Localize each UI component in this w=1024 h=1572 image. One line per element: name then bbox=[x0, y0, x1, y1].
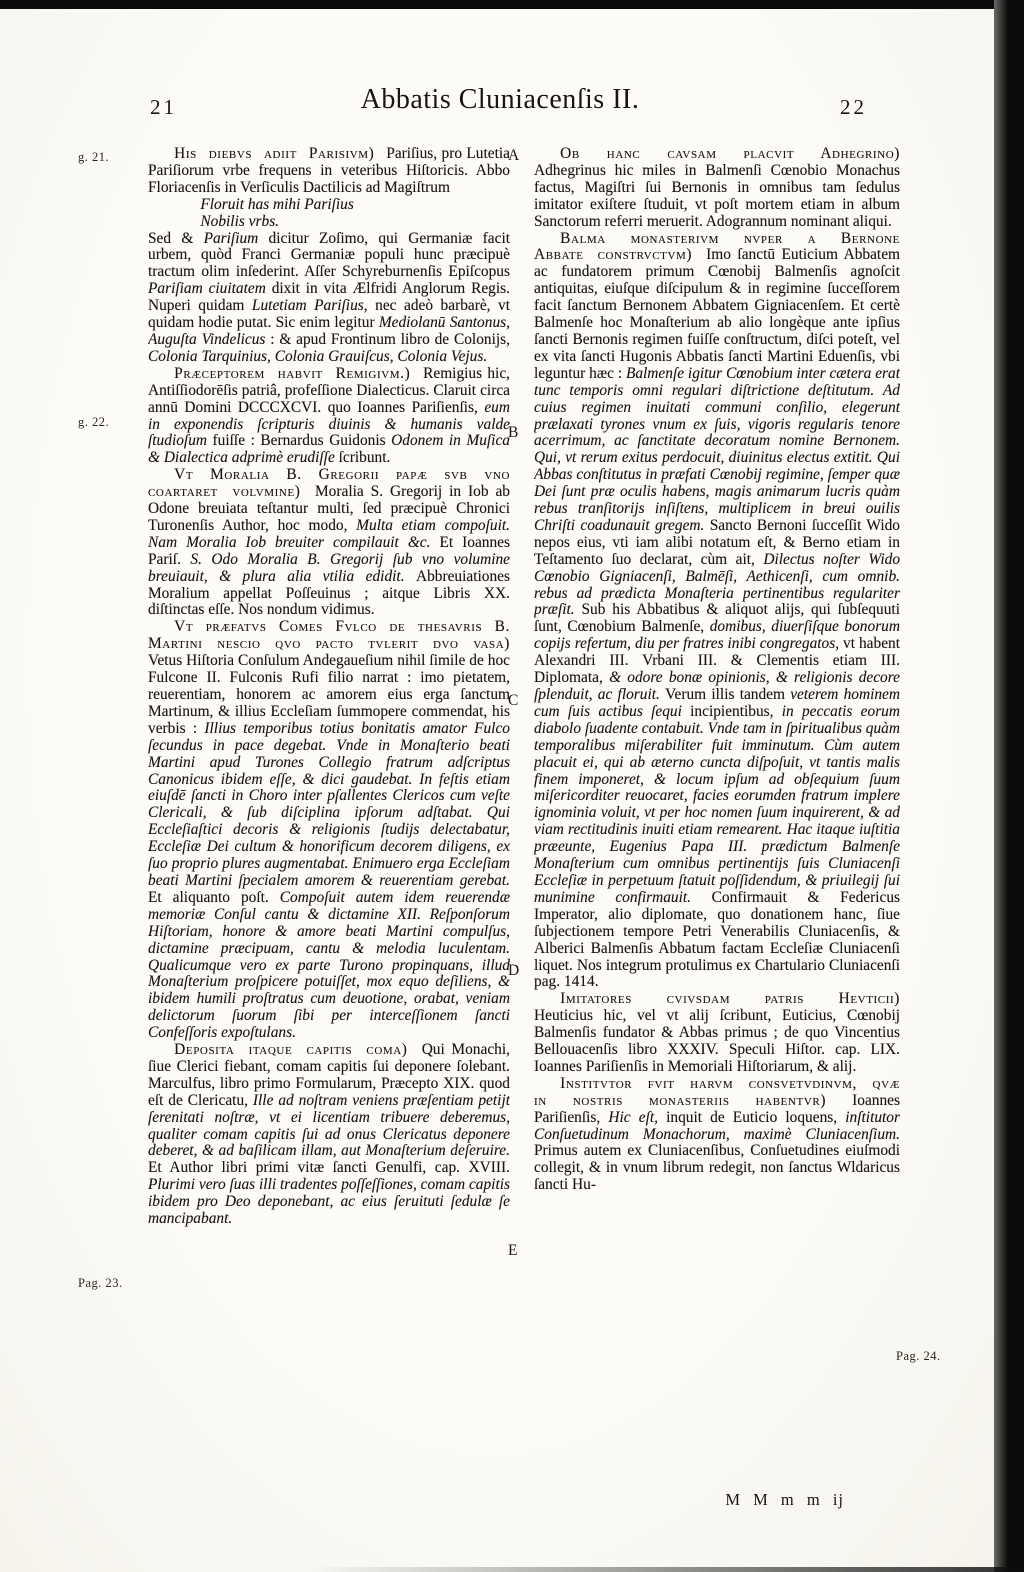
text-run: Moralia S. Gregorij in Iob ab Odone breuiata teſtantur multi, ſed præcipuè Chronici Turonenſis Author, hoc modo, bbox=[148, 483, 510, 534]
margin-page-reference: Pag. 23. bbox=[78, 1276, 123, 1290]
quoted-italic: Compoſuit autem idem reuerendæ memoriæ Conſul cantu & dictamine XII. Reſponſorum Hiſtoriam, honore & amore beati Martini compulſus, dictamine præcipuam, cantu & melodia luculentam. Qualicumque vero ex parte Turono propinquans, illud Monaſterium proſpicere potuiſſet, mox equo deſiliens, & ibidem humili proſtratus cum deuotione, orabat, veniam delictorum ſuorum ſibi per interceſſionem ſancti Confeſſoris expoſtulans. bbox=[148, 888, 510, 1042]
lemma-smallcaps: Præceptorem habvit Remigivm.) bbox=[174, 364, 424, 382]
paragraph bbox=[534, 146, 900, 231]
section-letter-C: C bbox=[508, 692, 519, 709]
text-run: Sancto Bernoni ſucceſſit Wido nepos eius, vti iam alibi notatum eſt, & Berno etiam in Teſtamento ſuo declarat, cùm ait, bbox=[534, 516, 900, 568]
paragraph bbox=[534, 1076, 900, 1194]
quoted-italic: Ille ad noſtram veniens præſentiam petijt ſerenitati noſtræ, vt ei licentiam tribuere deberemus, qualiter comam capitis ſui ad onus Clericatus deponere deberet, & ad baſilicam illam, aut Monaſterium deſeruire. bbox=[148, 1091, 510, 1160]
text-run: incipientibus, bbox=[690, 702, 782, 720]
quoted-italic: & odore bonæ opinionis, & religionis decore ſplenduit, ac floruit. bbox=[534, 669, 900, 703]
text-column-left bbox=[148, 146, 510, 1538]
quoted-italic: veterem hominem cum ſuis actibus ſequi bbox=[534, 686, 900, 720]
text-run: Imo ſanctū Euticium Abbatem ac fundatorem primum Cœnobij Balmenſis agnoſcit antiquitas, eiuſque diſcipulum & in regimine ſucceſſorem facit ſanctum Bernonem Abbatem Gigniacenſem. Et certè Balmenſe hoc Monaſterium ab alio longèque ante ipſius ſancti Bernonis regimen fuiſſe conſtructum, diſci poteſt, vel ex vita ſancti Hugonis Abbatis ſancti Martini Eduenſis, vbi leguntur hæc : bbox=[534, 246, 900, 382]
text-run: Ioannes Pariſienſis, bbox=[534, 1091, 900, 1126]
text-run: Et aliquanto poſt. bbox=[148, 888, 280, 906]
paragraph bbox=[148, 366, 510, 467]
section-letter-E: E bbox=[508, 1242, 518, 1259]
text-run: Sub his Abbatibus & aliquot alijs, qui ſubſequuti ſunt, Cœnobium Balmenſe, bbox=[534, 601, 900, 636]
text-run: , nec adeò barbarè, vt quidam hodie putat. Sic enim legitur bbox=[148, 297, 510, 332]
paragraph bbox=[534, 231, 900, 992]
text-run: fuiſſe : Bernardus Guidonis bbox=[212, 432, 392, 450]
scan-edge-bottom bbox=[0, 1567, 1024, 1572]
paragraph bbox=[148, 1042, 510, 1228]
margin-page-reference: g. 22. bbox=[78, 415, 110, 429]
text-run: Verum illis tandem bbox=[665, 686, 791, 703]
quoted-italic: domibus, diuerſiſque bonorum copijs refertum, diu per fratres inibi congregatos, bbox=[534, 618, 900, 653]
quoted-italic: S. Odo Moralia B. Gregorij ſub vno volumine breuiauit, & plura alia vtilia edidit. bbox=[148, 550, 510, 585]
lemma-smallcaps: Imitatores cvivsdam patris Hevticii) bbox=[560, 990, 900, 1008]
scan-edge-top bbox=[0, 0, 1024, 9]
quoted-italic: Plurimi vero ſuas illi tradentes poſſeſſiones, comam capitis ibidem pro Deo deponebant, ac eius ſeruituti ſedulæ ſe mancipabant. bbox=[148, 1176, 510, 1228]
text-run: dicitur Zoſimo, qui Germaniæ facit urbem, quòd Franci Germaniæ populi hunc præcipuè tractum olim inſederint. Aſſer Schyreburnenſis Epiſcopus bbox=[148, 229, 510, 281]
text-run: dixit in vita Ælfridi Anglorum Regis. Nuperi quidam bbox=[148, 280, 510, 315]
quoted-italic: Mediolanū Santonus, Auguſta Vindelicus bbox=[148, 314, 510, 348]
text-run: Heuticius hic, vel vt alij ſcribunt, Euticius, Cœnobij Balmenſis fundator & Abbas primus ; de quo Vincentius Bellouacenſis libro XXXIV. Speculi Hiſtor. cap. LIX. Ioannes Pariſienſis in Memoriali Hiſtoriarum, & alij. bbox=[534, 1007, 900, 1075]
quoted-italic: Pariſium bbox=[203, 229, 269, 247]
lemma-smallcaps: Vt præfatvs Comes Fvlco de thesavris B. Martini nescio qvo pacto tvlerit dvo vasa) bbox=[148, 618, 510, 653]
paragraph bbox=[148, 146, 510, 197]
text-run: ſcribunt. bbox=[338, 449, 391, 467]
text-run: Confirmauit & Federicus Imperator, alio diplomate, quo donationem hanc, ſiue ſubjectionem tempore Petri Venerabilis Cluniacenſis, & Alberici Balmenſis Abbatum factam Eccleſiæ Cluniacenſi liquet. Nos integrum protulimus ex Chartulario Cluniacenſi pag. 1414. bbox=[534, 888, 900, 991]
lemma-smallcaps: Vt Moralia B. Gregorii papæ svb vno coartaret volvmine) bbox=[148, 466, 510, 501]
quoted-italic: Pariſiam ciuitatem bbox=[148, 280, 272, 298]
text-run: Et Author libri primi vitæ ſancti Genulfi, cap. XVIII. bbox=[148, 1159, 510, 1177]
quoted-italic: Odonem in Muſica & Dialectica adprimè erudiſſe bbox=[148, 432, 510, 467]
quoted-italic: Illius temporibus totius bonitatis amator Fulco ſecundus in pace degebat. Vnde in Monaſterio beati Martini apud Turones Collegio fratrum adſcriptus Canonicus ibidem eſſe, & dici gaudebat. In feſtis etiam eiuſdē ſancti in Choro inter pſallentes Clericos cum veſte Clericali, & ſub diſciplina ipſorum adſtabat. Qui Eccleſiaſtici decoris & religionis ſtudijs delectabatur, Eccleſiæ Dei cultum & honorificum decorem diligens, ex ſuo proprio plures augmentabat. Enimuero erga Eccleſiam beati Martini ſpecialem amorem & reuerentiam gerebat. bbox=[148, 719, 510, 889]
quoted-italic: Hic eſt, bbox=[608, 1108, 667, 1126]
text-run: Sed & bbox=[148, 229, 204, 247]
margin-page-reference: g. 21. bbox=[78, 150, 110, 164]
quoted-italic: Lutetiam Pariſius bbox=[251, 297, 364, 315]
text-run: Abbreuiationes Moralium appellat Poſſeuinus ; aitque Libris XX. diſtinctas eſſe. Nos nondum vidimus. bbox=[148, 567, 510, 619]
text-run: : & apud Frontinum libro de Colonijs, bbox=[270, 330, 510, 348]
text-run: vt habent Alexandri III. Vrbani III. & Clementis etiam III. Diplomata, bbox=[534, 635, 900, 687]
quoted-italic: inſtitutor Conſuetudinum Monachorum, maximè Cluniacenſium. bbox=[534, 1108, 900, 1143]
paragraph bbox=[534, 991, 900, 1076]
section-letter-D: D bbox=[508, 962, 520, 979]
verse-quote bbox=[148, 197, 510, 231]
text-run: Pariſius, pro Lutetia Pariſiorum vrbe frequens in veteribus Hiſtoricis. Abbo Floriacenſis in Verſiculis Dactilicis ad Magiſtrum bbox=[148, 146, 510, 196]
lemma-smallcaps: Balma monasterivm nvper a Bernone Abbate constrvctvm) bbox=[534, 229, 900, 264]
quoted-italic: Multa etiam compoſuit. Nam Moralia Iob breuiter compilauit &c. bbox=[148, 516, 510, 551]
lemma-smallcaps: Ob hanc cavsam placvit Adhegrino) bbox=[560, 146, 900, 162]
quoted-italic: in peccatis eorum diabolo ſuadente contabuit. Vnde tam in ſpiritualibus quàm temporalibus miſerabiliter fuit imminutum. Cùm autem placuit ei, qui ab æterno cuncta diſpoſuit, vt tantis malis finem imponeret, & locum ipſum ad obſequium ſuum miſericorditer reuocaret, facies eorumden fratrum implere ignominia voluit, vt per hoc nomen ſuum inquirerent, & ad viam rectitudinis inuiti etiam remearent. Hac itaque iuſtitia præeunte, Eugenius Papa III. prædictum Balmenſe Monaſterium cum omnibus pertinentijs ſuis Cluniacenſi Eccleſiæ in perpetuum ſtatuit poſſidendum, & priuilegij ſui munimine confirmauit. bbox=[534, 702, 900, 906]
paragraph bbox=[148, 231, 510, 366]
text-run: Et Ioannes Pariſ. bbox=[148, 533, 510, 568]
quoted-italic: Dilectus noſter Wido Cœnobio Gigniacenſi, Balmēſi, Aethicenſi, cum omnib. rebus ad prædicta Monaſteria pertinentibus regulariter præſit. bbox=[534, 550, 900, 619]
section-letter-B: B bbox=[508, 424, 519, 441]
text-run: Vetus Hiſtoria Conſulum Andegaueſium nihil ſimile de hoc Fulcone II. Fulconis Rufi filio narrat : imo pietatem, reuerentiam, honorem ac amorem eius erga ſanctum Martinum, & illius Eccleſiam ſummopere commendat, his verbis : bbox=[148, 652, 510, 737]
lemma-smallcaps: Institvtor fvit harvm consvetvdinvm, qvæ in nostris monasteriis habentvr) bbox=[534, 1074, 900, 1109]
paragraph bbox=[148, 467, 510, 619]
text-run: Qui Monachi, ſiue Clerici fiebant, comam capitis ſui deponere ſolebant. Marculfus, libro primo Formularum, Præcepto XIX. quod eſt de Clericatu, bbox=[148, 1041, 510, 1109]
text-run: inquit de Euticio loquens, bbox=[666, 1108, 846, 1126]
quoted-italic: Balmenſe igitur Cœnobium inter cætera erat tunc temporis omni regulari diſtrictione deſtitutum. Ad cuius regimen inuitati communi conſilio, elegerunt prælaxati tyrones vnum ex ſuis, vigoris regularis tenore acerrimum, ac ſanctitate decoratum nomine Bernonem. Qui, vt rerum exitus perdocuit, diuinitus electus extitit. Qui Abbas conſtitutus in præfati Cœnobij regimine, ſemper quæ Dei ſunt præ oculis habens, magis animarum lucris quàm rebus tranſitorijs inſiſtens, multiplicem in breui ouilis Chriſti coadunauit gregem. bbox=[534, 364, 900, 534]
gathering-signature: M M m m ij bbox=[725, 1490, 844, 1509]
text-run: Primus autem ex Cluniacenſibus, Conſuetudines eiuſmodi collegit, & in vnum librum redegit, non ſanctus Wldaricus ſancti Hu- bbox=[534, 1142, 900, 1194]
lemma-smallcaps: His diebvs adiit Parisivm) bbox=[174, 146, 387, 162]
quoted-italic: eum in exponendis ſcripturis diuinis & humanis valde ſtudioſum bbox=[148, 398, 510, 450]
verse-line: Nobilis vrbs. bbox=[200, 212, 280, 230]
lemma-smallcaps: Deposita itaque capitis coma) bbox=[174, 1041, 422, 1059]
paragraph bbox=[148, 619, 510, 1042]
text-column-right bbox=[534, 146, 900, 1538]
page-number-right: 22 bbox=[840, 95, 867, 119]
page-number-left: 21 bbox=[150, 95, 177, 119]
text-run: Adhegrinus hic miles in Balmenſi Cœnobio Monachus factus, Magiſtri ſui Bernonis in omnibus tam ſedulus imitator exiſtere ſtuduit, vt poſt mortem etiam in album Sanctorum referri meruerit. Adogrannum nominant aliqui. bbox=[534, 161, 900, 230]
page-title: Abbatis Cluniacenſis II. bbox=[360, 84, 640, 115]
text-run: Remigius hic, Antiſſiodorēſis patriâ, profeſſione Dialecticus. Claruit circa annū Domini DCCCXCVI. quo Ioannes Pariſienſis, bbox=[148, 364, 510, 416]
section-letter-A: A bbox=[508, 147, 520, 164]
scan-edge-right bbox=[994, 0, 1024, 1572]
quoted-italic: Colonia Tarquinius, Colonia Grauiſcus, Colonia Vejus. bbox=[148, 347, 488, 365]
verse-line: Floruit has mihi Pariſius bbox=[200, 195, 354, 213]
margin-page-reference: Pag. 24. bbox=[896, 1349, 941, 1363]
